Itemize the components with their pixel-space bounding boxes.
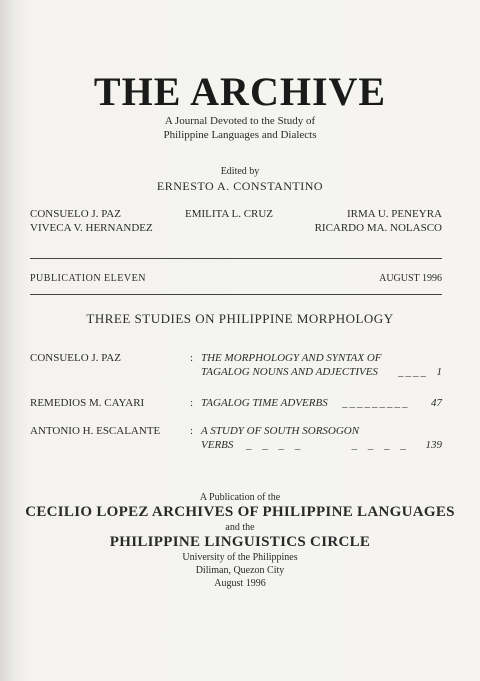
entry-title-line2: TAGALOG NOUNS AND ADJECTIVES bbox=[201, 366, 378, 378]
board-member-4: VIVECA V. HERNANDEZ bbox=[30, 222, 153, 234]
entry-page: 47 bbox=[431, 397, 442, 409]
entry-author: REMEDIOS M. CAYARI bbox=[30, 397, 145, 409]
entry-page: 139 bbox=[425, 439, 442, 451]
publisher-intro: A Publication of the bbox=[199, 492, 281, 503]
journal-subtitle-line2: Philippine Languages and Dialects bbox=[163, 129, 317, 141]
bottom-divider bbox=[30, 294, 442, 295]
board-member-5: RICARDO MA. NOLASCO bbox=[314, 222, 442, 234]
top-divider bbox=[30, 258, 442, 259]
entry-separator: : bbox=[190, 425, 194, 437]
entry-separator: : bbox=[190, 397, 194, 409]
board-member-3: IRMA U. PENEYRA bbox=[346, 208, 442, 220]
entry-leader: _ _ _ _ _ _ _ _ bbox=[246, 439, 410, 451]
entry-leader: ____ bbox=[398, 366, 428, 378]
entry-separator: : bbox=[190, 352, 194, 364]
board-member-2: EMILITA L. CRUZ bbox=[185, 208, 274, 220]
section-heading: THREE STUDIES ON PHILIPPINE MORPHOLOGY bbox=[86, 311, 394, 326]
publisher-university: University of the Philippines bbox=[182, 552, 298, 563]
board-member-1: CONSUELO J. PAZ bbox=[30, 208, 121, 220]
publisher-org-2: PHILIPPINE LINGUISTICS CIRCLE bbox=[109, 534, 371, 550]
entry-title-line1: TAGALOG TIME ADVERBS bbox=[201, 397, 328, 409]
publisher-org-1: CECILIO LOPEZ ARCHIVES OF PHILIPPINE LANGUAGES bbox=[25, 504, 455, 520]
editor-name: ERNESTO A. CONSTANTINO bbox=[156, 179, 324, 193]
entry-title-line2: VERBS bbox=[201, 439, 234, 451]
entry-title-line1: THE MORPHOLOGY AND SYNTAX OF bbox=[201, 352, 382, 364]
publication-number: PUBLICATION ELEVEN bbox=[30, 273, 146, 284]
issue-date: AUGUST 1996 bbox=[379, 273, 442, 284]
publisher-and: and the bbox=[225, 522, 255, 533]
publisher-city: Diliman, Quezon City bbox=[195, 565, 285, 576]
entry-author: CONSUELO J. PAZ bbox=[30, 352, 121, 364]
entry-leader: _________ bbox=[342, 397, 410, 409]
entry-page: 1 bbox=[436, 366, 442, 378]
entry-title-line1: A STUDY OF SOUTH SORSOGON bbox=[201, 425, 360, 437]
edited-by-label: Edited by bbox=[220, 166, 260, 177]
entry-author: ANTONIO H. ESCALANTE bbox=[30, 425, 161, 437]
journal-subtitle-line1: A Journal Devoted to the Study of bbox=[164, 115, 316, 127]
journal-title: THE ARCHIVE bbox=[93, 69, 387, 114]
publisher-date: August 1996 bbox=[214, 578, 266, 589]
